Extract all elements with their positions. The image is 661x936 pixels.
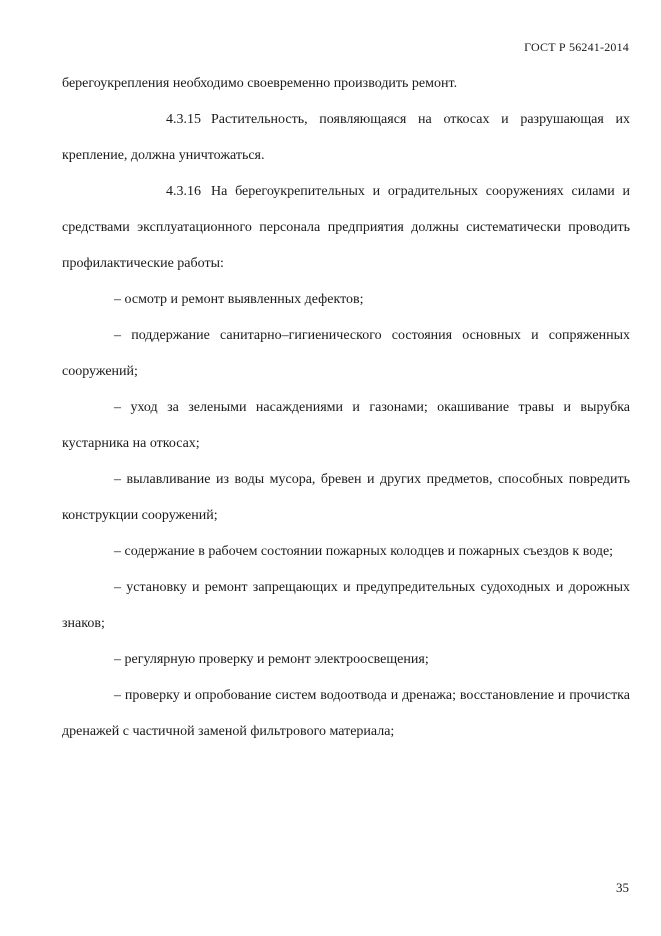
list-item	[62, 570, 630, 642]
page-number: 35	[616, 880, 629, 895]
list-item	[62, 282, 630, 318]
list-item-text: – поддержание санитарно–гигиенического состояния основных и сопряженных сооружений;	[62, 328, 630, 379]
list-item-text: – регулярную проверку и ремонт электроосвещения;	[114, 652, 429, 667]
list-item	[62, 318, 630, 390]
clause-number: 4.3.16	[166, 184, 201, 199]
list-item-text: – вылавливание из воды мусора, бревен и других предметов, способных повредить конструкции сооружений;	[62, 472, 630, 523]
paragraph-4-3-16	[62, 174, 630, 282]
list-item-text: – осмотр и ремонт выявленных дефектов;	[114, 292, 364, 307]
list-item-text: – установку и ремонт запрещающих и предупредительных судоходных и дорожных знаков;	[62, 580, 630, 631]
list-item	[62, 390, 630, 462]
list-item	[62, 462, 630, 534]
list-item	[62, 534, 630, 570]
paragraph-text: На берегоукрепительных и оградительных сооружениях силами и средствами эксплуатационного персонала предприятия должны систематически проводить профилактические работы:	[62, 184, 630, 271]
clause-number: 4.3.15	[166, 112, 201, 127]
paragraph-4-3-15	[62, 102, 630, 174]
list-item-text: – проверку и опробование систем водоотвода и дренажа; восстановление и прочистка дренажей с частичной заменой фильтрового материала;	[62, 688, 630, 739]
document-header-code: ГОСТ Р 56241-2014	[524, 40, 629, 54]
list-item	[62, 642, 630, 678]
list-item-text: – уход за зелеными насаждениями и газонами; окашивание травы и вырубка кустарника на откосах;	[62, 400, 630, 451]
list-item	[62, 678, 630, 750]
paragraph-text: берегоукрепления необходимо своевременно производить ремонт.	[62, 76, 458, 91]
list-item-text: – содержание в рабочем состоянии пожарных колодцев и пожарных съездов к воде;	[114, 544, 614, 559]
paragraph-continuation	[62, 66, 630, 102]
paragraph-text: Растительность, появляющаяся на откосах и разрушающая их крепление, должна уничтожаться.	[62, 112, 630, 163]
document-body	[62, 66, 630, 750]
